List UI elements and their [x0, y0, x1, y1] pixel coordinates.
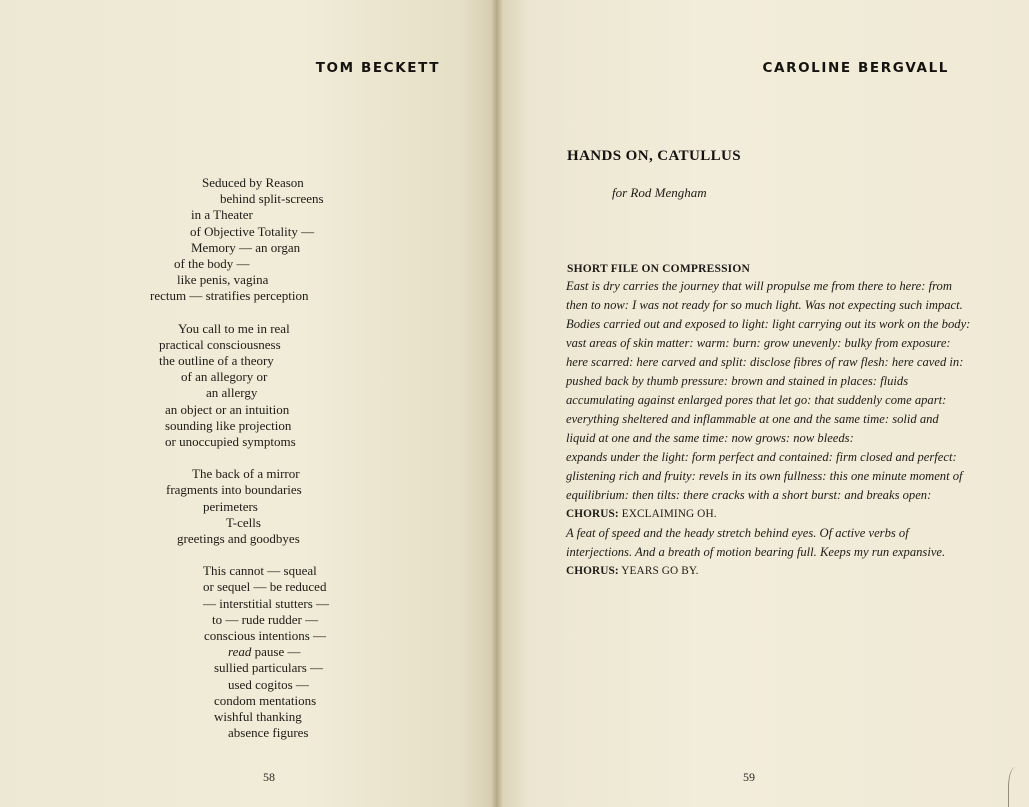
prose-line: then to now: I was not ready for so much light. Was not expecting such impact.: [566, 298, 963, 312]
prose-line: vast areas of skin matter: warm: burn: grow unevenly: bulky from exposure:: [566, 336, 951, 350]
prose-line: here scarred: here carved and split: disclose fibres of raw flesh: here caved in:: [566, 355, 964, 369]
prose-line: A feat of speed and the heady stretch behind eyes. Of active verbs of: [566, 526, 909, 540]
poem-line: greetings and goodbyes: [177, 531, 300, 547]
prose-line: everything sheltered and inflammable at one and the same time: solid and: [566, 412, 939, 426]
poem-line: Seduced by Reason: [202, 175, 304, 190]
left-page: [0, 0, 497, 807]
prose-line: equilibrium: then tilts: there cracks with a short burst: and breaks open:: [566, 488, 932, 502]
poem-line: perimeters: [203, 498, 258, 514]
poem-line: used cogitos —: [228, 676, 309, 692]
emphasis-read: read: [228, 644, 252, 660]
poem-line-read-pause: [150, 644, 390, 660]
poem-line: or sequel — be reduced: [203, 579, 327, 595]
prose-line: East is dry carries the journey that will propulse me from there to here: from: [566, 279, 952, 293]
page-number-left: 58: [263, 770, 275, 784]
stanza-2: [150, 321, 390, 451]
page-curl-mark: [1008, 767, 1023, 807]
prose-line: glistening rich and fruity: revels in its own fullness: this one minute moment of: [566, 469, 963, 483]
poem-line: This cannot — squeal: [203, 563, 317, 579]
right-page: [497, 0, 1029, 807]
stanza-1: [150, 175, 390, 305]
poem-line: or unoccupied symptoms: [165, 434, 296, 450]
stanza-3: [150, 466, 390, 547]
poem-line: an allergy: [206, 385, 258, 401]
section-heading: SHORT FILE ON COMPRESSION: [567, 263, 750, 275]
book-gutter: [491, 0, 503, 807]
chorus-text: EXCLAIMING OH.: [618, 508, 717, 520]
prose-line: interjections. And a breath of motion bearing full. Keeps my run expansive.: [566, 545, 946, 559]
poem-line: sullied particulars —: [214, 660, 324, 676]
poem-line: fragments into boundaries: [166, 482, 302, 498]
prose-line: pushed back by thumb pressure: brown and stained in places: fluids: [566, 374, 909, 388]
poem-line: in a Theater: [191, 207, 253, 223]
poem-line: The back of a mirror: [192, 466, 300, 482]
poem-line: sounding like projection: [165, 417, 292, 433]
prose-line: accumulating against enlarged pores that let go: that suddenly come apart:: [566, 393, 947, 407]
poem: [150, 175, 390, 758]
poem-line: like penis, vagina: [177, 272, 269, 288]
chorus-label: CHORUS:: [566, 565, 619, 577]
chorus-text: YEARS GO BY.: [618, 565, 699, 577]
poem-line: of Objective Totality —: [190, 223, 315, 239]
poem-line: condom mentations: [214, 692, 317, 708]
prose-line: expands under the light: form perfect and contained: firm closed and perfect:: [566, 450, 957, 464]
poem-line: to — rude rudder —: [212, 611, 319, 627]
poem-line: of an allegory or: [181, 369, 268, 385]
poem-line: T-cells: [226, 514, 261, 530]
poem-line: behind split-screens: [220, 191, 324, 207]
poem-line: practical consciousness: [159, 336, 281, 352]
chorus-line-1: [566, 505, 986, 524]
chorus-label: CHORUS:: [566, 508, 619, 520]
prose-line: liquid at one and the same time: now grows: now bleeds:: [566, 431, 854, 445]
running-head-author: CAROLINE BERGVALL: [762, 60, 949, 76]
running-head-author: TOM BECKETT: [315, 60, 440, 76]
poem-line: wishful thanking: [214, 709, 302, 725]
prose-line: Bodies carried out and exposed to light: light carrying out its work on the body:: [566, 317, 971, 331]
chorus-line-2: [566, 562, 986, 581]
prose-block: [566, 277, 986, 581]
page-number-right: 59: [743, 770, 755, 784]
poem-line: absence figures: [228, 725, 309, 741]
poem-line: conscious intentions —: [204, 628, 327, 644]
pause-text: pause —: [251, 644, 301, 660]
poem-line: Memory — an organ: [191, 239, 301, 255]
poem-line: an object or an intuition: [165, 401, 290, 417]
dedication: for Rod Mengham: [612, 185, 707, 200]
poem-line: rectum — stratifies perception: [150, 288, 309, 304]
poem-line: of the body —: [174, 256, 250, 272]
poem-title: HANDS ON, CATULLUS: [567, 148, 742, 164]
stanza-4: [150, 563, 390, 741]
poem-line: — interstitial stutters —: [203, 595, 330, 611]
poem-line: the outline of a theory: [159, 353, 274, 369]
poem-line: You call to me in real: [178, 320, 290, 336]
